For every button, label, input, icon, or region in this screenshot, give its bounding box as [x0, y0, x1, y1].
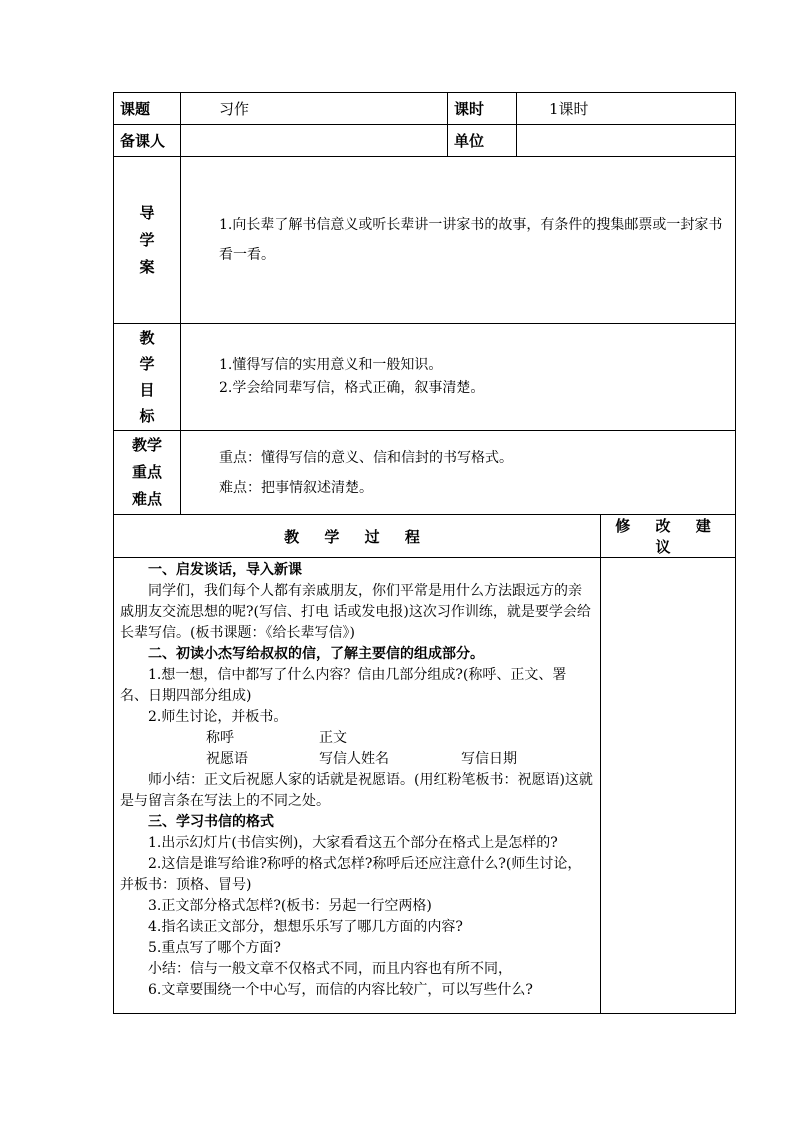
goals-label-char: 学 — [139, 355, 155, 373]
goal-item: 1.懂得写信的实用意义和一般知识。 — [219, 357, 443, 373]
guide-label — [114, 157, 181, 324]
keypoints-row — [114, 431, 736, 515]
goals-label-char: 目 — [139, 381, 155, 399]
board-row — [120, 749, 594, 770]
paragraph: 5.重点写了哪个方面? — [148, 940, 281, 956]
preparer-label: 备课人 — [114, 125, 181, 157]
board-item: 写信日期 — [461, 751, 517, 767]
section-title: 二、初读小杰写给叔叔的信，了解主要信的组成部分。 — [148, 646, 484, 662]
paragraph: 同学们，我们每个人都有亲戚朋友，你们平常是用什么方法跟远方的亲戚朋友交流思想的呢?(写信、打电 话或发电报)这次习作训练，就是要学会给长辈写信。(板书课题：《给长辈写信》) — [120, 583, 591, 641]
guide-row — [114, 157, 736, 324]
keypoints-label — [114, 431, 181, 515]
preparer-value — [181, 125, 448, 157]
keypoints-label-line: 重点 — [131, 463, 162, 481]
suggest-heading: 修 改 建 议 — [601, 515, 736, 558]
paragraph: 师小结：正文后祝愿人家的话就是祝愿语。(用红粉笔板书：祝愿语)这就是与留言条在写法上的不同之处。 — [120, 772, 593, 809]
guide-label-char: 导 — [139, 203, 155, 222]
paragraph: 2.这信是谁写给谁?称呼的格式怎样?称呼后还应注意什么?(师生讨论，并板书：顶格、冒号) — [120, 856, 582, 893]
board-item: 正文 — [319, 730, 347, 746]
goals-label-char: 教 — [139, 329, 155, 347]
process-content — [114, 558, 601, 1014]
guide-label-char: 学 — [139, 230, 155, 249]
hours-value: 1课时 — [517, 93, 736, 125]
goals-label — [114, 324, 181, 431]
guide-label-char: 案 — [139, 257, 155, 276]
board-item: 称呼 — [206, 730, 234, 746]
goals-row — [114, 324, 736, 431]
process-heading: 教 学 过 程 — [114, 515, 601, 558]
paragraph: 4.指名读正文部分，想想乐乐写了哪几方面的内容? — [148, 919, 463, 935]
unit-value — [517, 125, 736, 157]
goals-label-char: 标 — [139, 407, 155, 425]
topic-value: 习作 — [181, 93, 448, 125]
keypoints-content — [181, 431, 736, 515]
keypoints-label-line: 教学 — [131, 436, 162, 454]
paragraph: 1.出示幻灯片(书信实例)，大家看看这五个部分在格式上是怎样的? — [148, 835, 558, 851]
paragraph: 2.师生讨论，并板书。 — [148, 709, 288, 725]
section-title: 一、启发谈话，导入新课 — [148, 562, 302, 578]
suggest-content — [601, 558, 736, 1014]
process-row — [114, 558, 736, 1014]
topic-label: 课题 — [114, 93, 181, 125]
guide-content — [181, 157, 736, 324]
board-item: 祝愿语 — [206, 751, 248, 767]
paragraph: 6.文章要围绕一个中心写，而信的内容比较广，可以写些什么? — [148, 982, 533, 998]
section-title: 三、学习书信的格式 — [148, 814, 274, 830]
preparer-row — [114, 125, 736, 157]
topic-row — [114, 93, 736, 125]
paragraph: 3.正文部分格式怎样?(板书：另起一行空两格) — [148, 898, 432, 914]
process-heading-row — [114, 515, 736, 558]
keypoint-item: 难点：把事情叙述清楚。 — [219, 479, 373, 496]
keypoint-item: 重点：懂得写信的意义、信和信封的书写格式。 — [219, 449, 513, 466]
paragraph: 1.想一想，信中都写了什么内容？信由几部分组成?(称呼、正文、署名、日期四部分组成) — [120, 667, 567, 704]
goal-item: 2.学会给同辈写信，格式正确，叙事清楚。 — [219, 380, 485, 396]
lesson-plan-table — [113, 92, 736, 1014]
guide-text: 1.向长辈了解书信意义或听长辈讲一讲家书的故事，有条件的搜集邮票或一封家书看一看。 — [219, 217, 723, 263]
unit-label: 单位 — [448, 125, 517, 157]
goals-content — [181, 324, 736, 431]
hours-label: 课时 — [448, 93, 517, 125]
paragraph: 小结：信与一般文章不仅格式不同，而且内容也有所不同， — [148, 961, 512, 977]
board-row — [120, 728, 594, 749]
board-item: 写信人姓名 — [319, 751, 389, 767]
keypoints-label-line: 难点 — [131, 490, 162, 508]
